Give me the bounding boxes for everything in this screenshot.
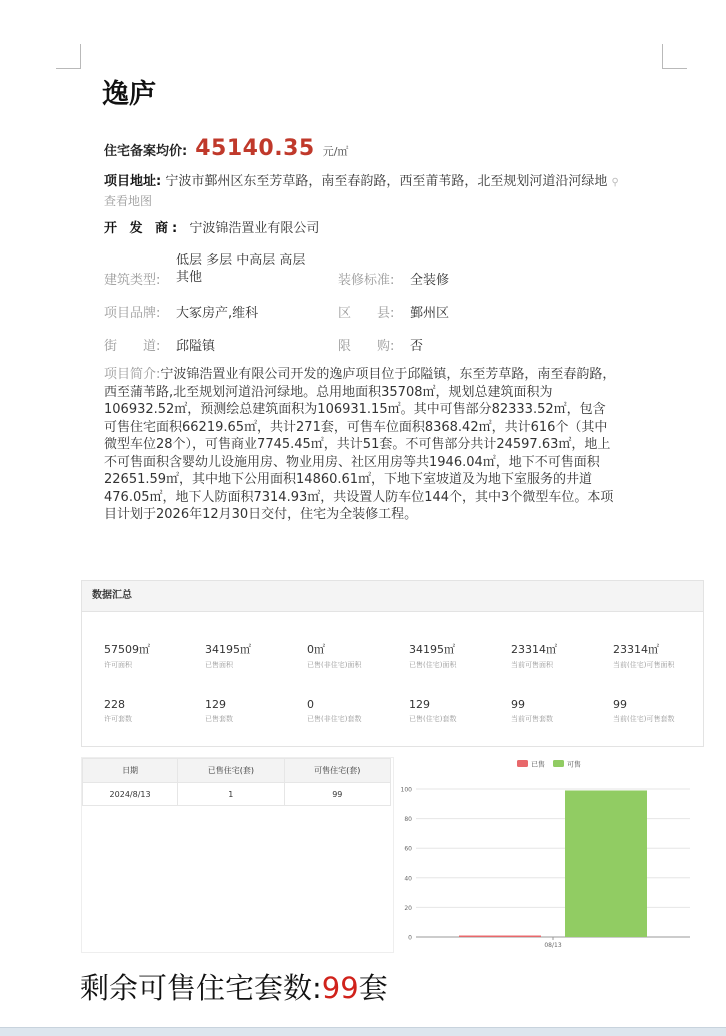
stat-label: 当前可售面积 (511, 661, 553, 669)
address-label: 项目地址: (104, 174, 162, 189)
building-type-value (176, 252, 336, 286)
developer-label: 开 发 商: (104, 221, 182, 236)
location-pin-icon: ⚲ (611, 177, 619, 188)
limit-label: 限 购: (338, 339, 395, 354)
stat-label: 当前可售套数 (511, 715, 553, 723)
stat-label: 已售(非住宅)面积 (307, 661, 362, 669)
y-tick-label: 60 (404, 845, 412, 853)
legend-label: 可售 (567, 760, 581, 769)
view-map-label: 查看地图 (104, 194, 153, 208)
table-cell-sold: 1 (178, 783, 284, 806)
stat-label: 已售(住宅)套数 (409, 715, 457, 723)
stat-label: 当前(住宅)可售面积 (613, 661, 675, 669)
decoration-value: 全装修 (410, 273, 450, 288)
table-cell-date: 2024/8/13 (83, 783, 178, 806)
intro-label: 项目简介: (104, 367, 161, 382)
y-tick-label: 40 (404, 875, 412, 883)
stat-label: 许可套数 (104, 715, 132, 723)
legend-swatch (553, 760, 564, 767)
page-corner-mark (56, 44, 81, 69)
stat-value: 228 (104, 698, 125, 711)
table-header-row (83, 759, 391, 783)
stat-value: 23314㎡ (613, 643, 659, 656)
bar-available (565, 790, 647, 937)
price-unit: 元/㎡ (322, 145, 349, 158)
table-header-available: 可售住宅(套) (284, 759, 390, 783)
price-row (104, 136, 348, 161)
developer-value: 宁波锦浩置业有限公司 (189, 221, 320, 236)
street-row (104, 335, 215, 354)
stat-item (409, 641, 509, 670)
district-row (338, 302, 449, 321)
stat-item (104, 641, 204, 670)
stat-label: 已售(非住宅)套数 (307, 715, 362, 723)
project-address (104, 172, 624, 211)
remaining-suffix: 套 (358, 971, 388, 1005)
stat-value: 99 (511, 698, 525, 711)
stat-value: 23314㎡ (511, 643, 557, 656)
table-header-date: 日期 (83, 759, 178, 783)
building-type-line: 低层 多层 中高层 高层 (176, 253, 306, 268)
y-tick-label: 20 (404, 904, 412, 912)
remaining-prefix: 剩余可售住宅套数: (80, 971, 322, 1005)
legend-label: 已售 (531, 760, 545, 769)
decoration-row (338, 269, 449, 288)
sales-table (82, 758, 391, 806)
stat-item (409, 698, 509, 724)
y-tick-label: 0 (408, 934, 412, 942)
stat-label: 已售面积 (205, 661, 233, 669)
decoration-label: 装修标准: (338, 273, 395, 288)
table-cell-available: 99 (284, 783, 390, 806)
table-row (83, 783, 391, 806)
data-summary-panel (81, 580, 704, 747)
y-tick-label: 80 (404, 816, 412, 824)
remaining-count: 99 (321, 971, 359, 1005)
stat-value: 0㎡ (307, 643, 325, 656)
stat-item (104, 698, 204, 724)
brand-row (104, 302, 258, 321)
project-title: 逸庐 (102, 79, 156, 110)
stat-item (205, 698, 305, 724)
stat-label: 当前(住宅)可售套数 (613, 715, 675, 723)
limit-row (338, 335, 423, 354)
street-value: 邱隘镇 (176, 339, 216, 354)
stat-item (511, 698, 611, 724)
district-value: 鄞州区 (410, 306, 450, 321)
stat-item (511, 641, 611, 670)
table-header-sold: 已售住宅(套) (178, 759, 284, 783)
stat-item (307, 641, 407, 670)
building-type-label: 建筑类型: (104, 273, 161, 288)
project-intro (104, 366, 618, 524)
stat-item (307, 698, 407, 724)
summary-title: 数据汇总 (82, 581, 703, 612)
stat-item (613, 698, 713, 724)
y-tick-label: 100 (400, 786, 412, 794)
stat-label: 已售(住宅)面积 (409, 661, 457, 669)
building-type-row (104, 269, 160, 288)
developer-row (104, 217, 319, 236)
brand-value: 大冢房产,维科 (176, 306, 259, 321)
price-value: 45140.35 (195, 136, 315, 161)
bar-sold (459, 936, 541, 937)
stat-label: 已售套数 (205, 715, 233, 723)
stat-value: 57509㎡ (104, 643, 150, 656)
stat-item (205, 641, 305, 670)
street-label: 街 道: (104, 339, 161, 354)
stat-label: 许可面积 (104, 661, 132, 669)
intro-text: 宁波锦浩置业有限公司开发的逸庐项目位于邱隘镇，东至芳草路，南至春韵路，西至蒲苇路,北至规划河道沿河绿地。总用地面积35708㎡，规划总建筑面积为106932.52㎡，预测绘总建筑面积为106931.15㎡。其中可售部分82333.52㎡，包含可售住宅面积66219.65㎡，共计271套，可售车位面积8368.42㎡，共计616个（其中微型车位28个），可售商业7745.45㎡，共计51套。不可售部分共计24597.63㎡，地上不可售面积含婴幼儿设施用房、物业用房、社区用房等共1946.04㎡，地下不可售面积22651.59㎡，其中地下公用面积14860.61㎡，下地下室坡道及为地下室服务的井道476.05㎡，地下人防面积7314.93㎡，共设置人防车位144个，其中3个微型车位。本项目计划于2026年12月30日交付，住宅为全装修工程。 (104, 367, 616, 522)
page-corner-mark (662, 44, 687, 69)
stat-item (613, 641, 713, 670)
stat-value: 34195㎡ (205, 643, 251, 656)
stat-value: 99 (613, 698, 627, 711)
stat-value: 34195㎡ (409, 643, 455, 656)
brand-label: 项目品牌: (104, 306, 161, 321)
district-label: 区 县: (338, 306, 395, 321)
building-type-line: 其他 (176, 270, 203, 285)
stat-value: 0 (307, 698, 314, 711)
x-tick-label: 08/13 (544, 942, 562, 949)
legend-swatch (517, 760, 528, 767)
limit-value: 否 (410, 339, 424, 354)
sales-bar-chart (392, 752, 702, 957)
price-label: 住宅备案均价: (104, 144, 188, 159)
address-value: 宁波市鄞州区东至芳草路，南至春韵路，西至莆苇路，北至规划河道沿河绿地 (165, 174, 608, 189)
stat-value: 129 (409, 698, 430, 711)
remaining-units (80, 966, 388, 1007)
stat-value: 129 (205, 698, 226, 711)
